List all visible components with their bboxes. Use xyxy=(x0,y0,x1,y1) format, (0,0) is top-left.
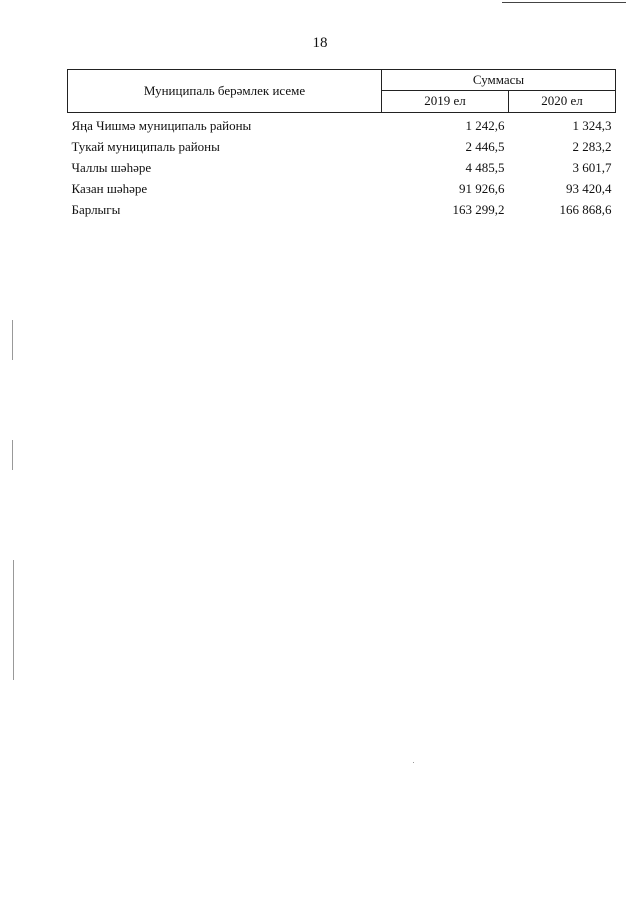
row-name: Яңа Чишмә муниципаль районы xyxy=(71,117,252,133)
scan-artifact xyxy=(12,440,13,470)
table-row xyxy=(68,178,616,199)
sums-table xyxy=(67,69,616,220)
page-number: 18 xyxy=(312,35,328,51)
row-value-2020: 1 324,3 xyxy=(572,117,612,133)
row-value-2019: 91 926,6 xyxy=(459,180,505,196)
row-name: Тукай муниципаль районы xyxy=(71,138,220,154)
row-value-2019: 4 485,5 xyxy=(465,159,505,175)
header-sums: Суммасы xyxy=(382,70,616,91)
top-border-line xyxy=(502,2,626,3)
row-value-2019: 2 446,5 xyxy=(465,138,505,154)
scan-artifact xyxy=(413,762,414,763)
row-value-2020: 2 283,2 xyxy=(572,138,612,154)
total-row xyxy=(68,199,616,220)
header-municipality-name: Муниципаль берәмлек исеме xyxy=(68,70,382,113)
header-year-2019: 2019 ел xyxy=(382,90,509,112)
row-name: Казан шәһәре xyxy=(71,180,148,196)
total-value-2020: 166 868,6 xyxy=(559,201,612,217)
header-year-2020: 2020 ел xyxy=(509,90,616,112)
scan-artifact xyxy=(13,560,14,680)
total-label: Барлыгы xyxy=(71,201,121,217)
row-value-2020: 3 601,7 xyxy=(572,159,612,175)
row-value-2019: 1 242,6 xyxy=(465,117,505,133)
scan-artifact xyxy=(12,320,13,360)
total-value-2019: 163 299,2 xyxy=(452,201,505,217)
table-row xyxy=(68,157,616,178)
row-value-2020: 93 420,4 xyxy=(566,180,612,196)
table-row xyxy=(68,136,616,157)
table-row xyxy=(68,113,616,137)
row-name: Чаллы шәһәре xyxy=(71,159,152,175)
